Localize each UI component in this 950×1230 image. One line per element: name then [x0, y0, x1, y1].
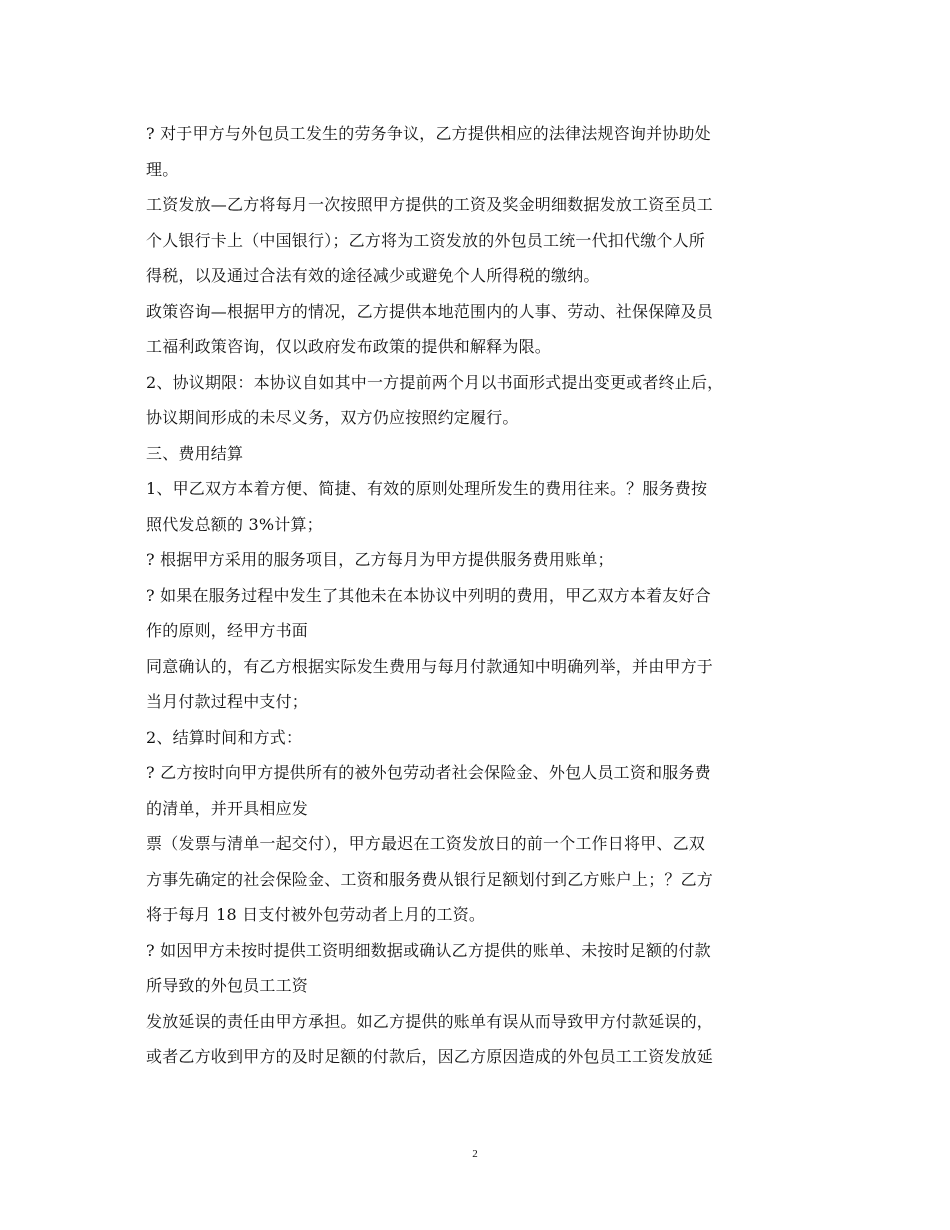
text-line: ? 乙方按时向甲方提供所有的被外包劳动者社会保险金、外包人员工资和服务费 — [146, 763, 711, 782]
text-line: 1、甲乙双方本着方便、简捷、有效的原则处理所发生的费用往来。？服务费按 — [146, 479, 708, 498]
text-line: 政策咨询—根据甲方的情况，乙方提供本地范围内的人事、劳动、社保保障及员 — [146, 301, 714, 321]
text-line: 将于每月 18 日支付被外包劳动者上月的工资。 — [146, 905, 486, 924]
text-line: 的清单，并开具相应发 — [146, 798, 309, 818]
text-line: ? 根据甲方采用的服务项目，乙方每月为甲方提供服务费用账单； — [146, 550, 614, 569]
section-heading: 三、费用结算 — [146, 443, 244, 463]
text-line: 个人银行卡上（中国银行）；乙方将为工资发放的外包员工统一代扣代缴个人所 — [146, 230, 706, 250]
text-line: 协议期间形成的未尽义务，双方仍应按照约定履行。 — [146, 408, 519, 427]
text-line: ? 如因甲方未按时提供工资明细数据或确认乙方提供的账单、未按时足额的付款 — [146, 940, 711, 960]
text-line: 照代发总额的 3%计算； — [146, 514, 323, 534]
page-number: 2 — [472, 1148, 478, 1160]
document-body — [146, 116, 806, 1075]
text-line: 所导致的外包员工工资 — [146, 976, 309, 995]
text-line: 发放延误的责任由甲方承担。如乙方提供的账单有误从而导致甲方付款延误的， — [146, 1011, 714, 1031]
text-line: 同意确认的，有乙方根据实际发生费用与每月付款通知中明确列举，并由甲方于 — [146, 656, 714, 676]
text-line: 得税，以及通过合法有效的途径减少或避免个人所得税的缴纳。 — [146, 266, 600, 285]
text-line: 票（发票与清单一起交付），甲方最迟在工资发放日的前一个工作日将甲、乙双 — [146, 834, 706, 853]
text-line: ? 对于甲方与外包员工发生的劳务争议，乙方提供相应的法律法规咨询并协助处 — [146, 124, 711, 143]
text-line: 工福利政策咨询，仅以政府发布政策的提供和解释为限。 — [146, 337, 552, 356]
text-line: 作的原则，经甲方书面 — [146, 621, 309, 640]
text-line: 工资发放—乙方将每月一次按照甲方提供的工资及奖金明细数据发放工资至员工 — [146, 195, 714, 214]
text-line: 当月付款过程中支付； — [146, 692, 309, 711]
text-line: 理。 — [146, 159, 179, 179]
text-line: 2、协议期限：本协议自如其中一方提前两个月以书面形式提出变更或者终止后， — [146, 372, 724, 392]
text-line: 或者乙方收到甲方的及时足额的付款后，因乙方原因造成的外包员工工资发放延 — [146, 1047, 714, 1066]
text-line: 2、结算时间和方式： — [146, 727, 303, 747]
text-line: ? 如果在服务过程中发生了其他未在本协议中列明的费用，甲乙双方本着友好合 — [146, 585, 711, 605]
text-line: 方事先确定的社会保险金、工资和服务费从银行足额划付到乙方账户上；？乙方 — [146, 869, 714, 889]
